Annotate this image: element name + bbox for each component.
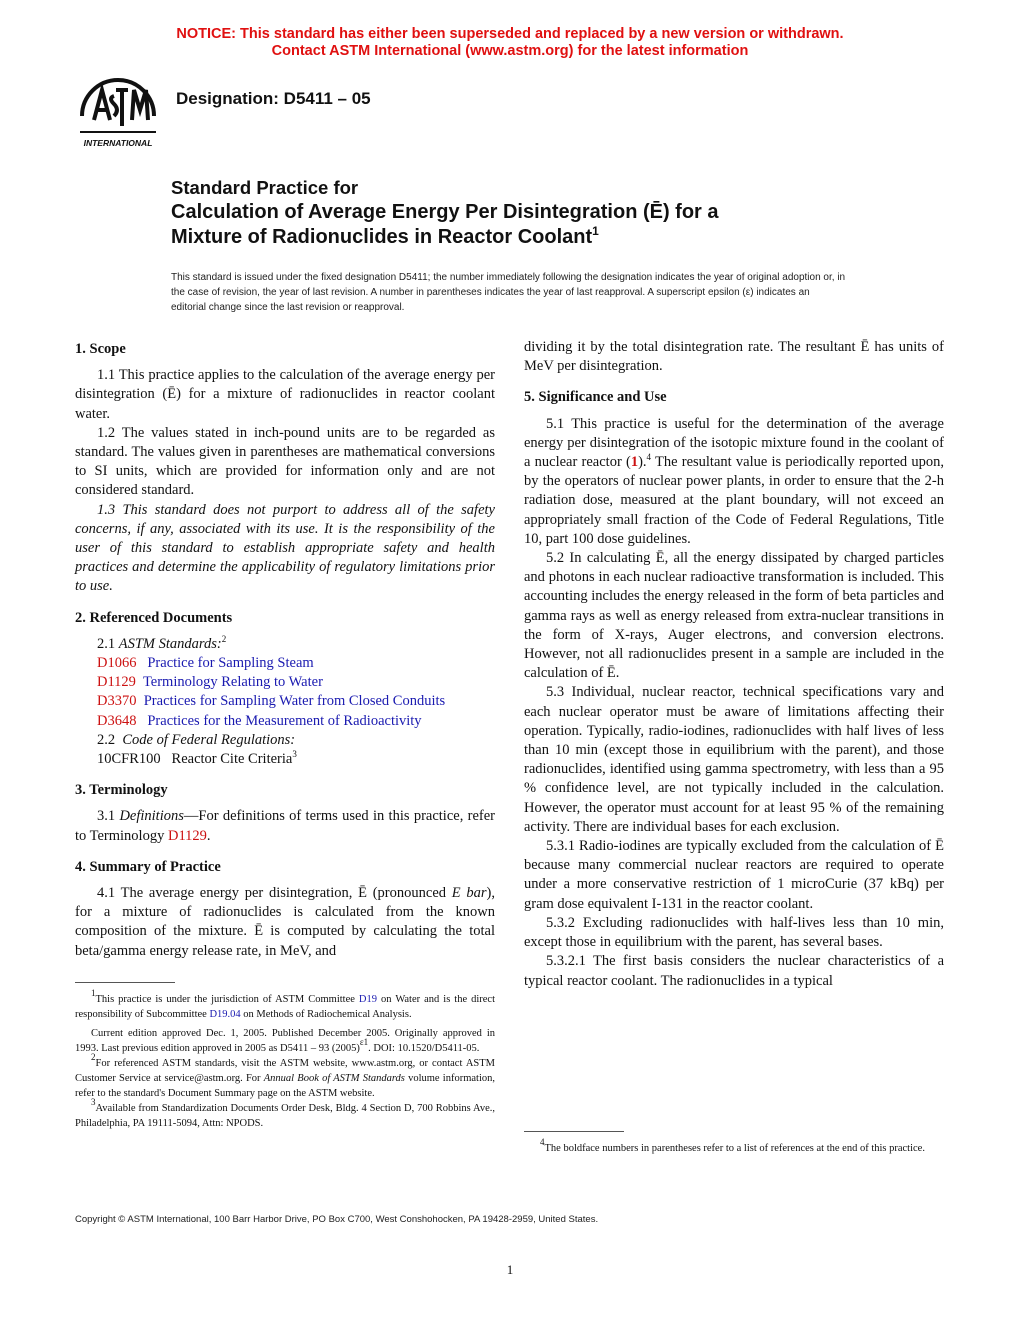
- cfr-title: Reactor Cite Criteria: [171, 751, 293, 768]
- para-4-1-italic: E bar: [451, 885, 487, 902]
- logo-subtitle: INTERNATIONAL: [83, 138, 153, 148]
- para-5-3-1: 5.3.1 Radio-iodines are typically excluded from the calculation of Ē because many commercial nuclear reactors are required to operate under a more conservative restriction of 1 microCurie (37 kBq) per gram dose equivalent I-131 in the reactor coolant.: [524, 838, 944, 912]
- section-heading-summary: 4. Summary of Practice: [75, 858, 221, 875]
- cfr-reference: [75, 750, 495, 769]
- ref-code-link[interactable]: D1129: [97, 674, 136, 691]
- footnote-4-text: The boldface numbers in parentheses refer to a list of references at the end of this practice.: [544, 1143, 925, 1154]
- footnote-1: [75, 988, 495, 1022]
- ref-code-link[interactable]: D3648: [97, 712, 137, 729]
- para-5-2: 5.2 In calculating Ē, all the energy dissipated by charged particles and photons in each nuclear radioactive transformation is included. This accounting includes the energy released in the form of beta particles and gamma rays as well as energy released from extra-nuclear transitions in the form of X-rays, Auger electrons, and conversion electrons. However, not all radionuclides present in a sample are included in the calculation of Ē.: [524, 550, 944, 682]
- committee-d19-link[interactable]: D19: [358, 994, 378, 1005]
- footnote-1-mark: 1: [91, 988, 96, 998]
- cfr-code: 10CFR100: [97, 751, 161, 768]
- para-4-1: [75, 884, 495, 961]
- para-1-3: 1.3 This standard does not purport to address all of the safety concerns, if any, associated with its use. It is the responsibility of the user of this standard to establish appropriate safety and health practices and determine the applicability of regulatory limitations prior to use.: [75, 501, 495, 595]
- footnote-rule-left: [75, 982, 175, 983]
- footnote-1-edition-text: Current edition approved Dec. 1, 2005. Published December 2005. Originally approved in 1993. Last previous edition approved in 2005 as D5411 – 93 (2005): [75, 1028, 495, 1054]
- title-line-1: Standard Practice for: [171, 177, 359, 198]
- para-3-1-text: —For definitions of terms used in this practice, refer to Terminology: [75, 808, 495, 844]
- terminology-link[interactable]: D1129: [167, 827, 207, 844]
- footnote-2-italic: Annual Book of ASTM Standards: [263, 1073, 405, 1084]
- ref-title-link[interactable]: Practice for Sampling Steam: [147, 655, 314, 672]
- para-3-1-label: Definitions: [119, 808, 184, 825]
- reference-item: [75, 654, 495, 673]
- ref-title-link[interactable]: Practices for Sampling Water from Closed Conduits: [143, 693, 446, 710]
- footnote-3-text: Available from Standardization Documents Order Desk, Bldg. 4 Section D, 700 Robbins Ave., Philadelphia, PA 19111-5094, Attn: NPODS.: [75, 1103, 495, 1129]
- para-3-1-end: .: [206, 827, 211, 844]
- right-column: [524, 338, 944, 991]
- left-column: [75, 338, 495, 961]
- para-2-2-num: 2.2: [97, 731, 116, 748]
- para-1-2: 1.2 The values stated in inch-pound units are to be regarded as standard. The values given in parentheses are mathematical conversions to SI units, which are provided for information only and are not considered standard.: [75, 424, 495, 499]
- ref-code-link[interactable]: D1066: [97, 655, 137, 672]
- footnote-2-a: For referenced ASTM standards, visit the ASTM website, www.astm.org, or contact ASTM Customer Service at service@astm.org. For: [75, 1058, 495, 1084]
- footnote-1-c: on Methods of Radiochemical Analysis.: [243, 1009, 412, 1020]
- footnote-4-note-mark: 4: [540, 1137, 545, 1147]
- para-5-1-a: 5.1 This practice is useful for the determination of the average energy per disintegration of the isotopic mixture found in the coolant of a nuclear reactor (: [524, 415, 944, 471]
- footnote-1-b: on Water and is the direct responsibility of Subcommittee: [75, 994, 495, 1020]
- section-heading-scope: 1. Scope: [75, 341, 126, 357]
- astm-logo: [74, 76, 162, 150]
- footnotes-left: [75, 988, 495, 1131]
- reference-item: [75, 712, 495, 731]
- cfr-footnote-mark[interactable]: 3: [292, 749, 297, 760]
- para-5-1-b: ).: [638, 454, 647, 471]
- para-5-3: 5.3 Individual, nuclear reactor, technical specifications vary and each nuclear operator must be aware of limitations affecting their operation. Typically, radio-iodines, radionuclides with half lives of less than 10 min (except those in equilibrium with the parent), and those radionuclides, identified using gamma spectrometry, with less than a 95 % confidence level, are not typically included in the calculation. However, the operator must account for at least 95 % of the remaining activity. There are individual bases for each exclusion.: [524, 684, 944, 835]
- footnote-1-a: This practice is under the jurisdiction of ASTM Committee: [95, 994, 355, 1005]
- footnote-2: [75, 1052, 495, 1101]
- withdrawal-notice: [0, 26, 1020, 60]
- doi: . DOI: 10.1520/D5411-05.: [368, 1043, 480, 1054]
- ref-title-link[interactable]: Practices for the Measurement of Radioactivity: [147, 712, 422, 729]
- copyright: Copyright © ASTM International, 100 Barr Harbor Drive, PO Box C700, West Conshohocken, PA 19428-2959, United States.: [75, 1214, 599, 1225]
- section-heading-referenced-documents: 2. Referenced Documents: [75, 609, 233, 626]
- footnote-2-b: volume information, refer to the standard's Document Summary page on the ASTM website.: [75, 1073, 495, 1099]
- para-2-1-num: 2.1: [97, 635, 116, 652]
- para-4-1-a: 4.1 The average energy per disintegration, Ē (pronounced: [97, 885, 447, 902]
- footnote-4: [524, 1137, 944, 1156]
- issue-note: This standard is issued under the fixed designation D5411; the number immediately following the designation indicates the year of original adoption or, in the case of revision, the year of last revision. A number in parentheses indicates the year of last reapproval. A superscript epsilon (ε) indicates an editorial change since the last revision or reapproval.: [171, 272, 846, 313]
- astm-logo-icon: [74, 76, 162, 150]
- para-4-1-b: ), for a mixture of radionuclides is calculated from the known composition of the mixture. Ē is computed by calculating the total beta/gamma energy release rate, in MeV, and: [75, 885, 496, 959]
- para-2-1-footnote-mark[interactable]: 2: [221, 633, 227, 644]
- para-5-3-2: 5.3.2 Excluding radionuclides with half-lives less than 10 min, except those in equilibrium with the parent, has several bases.: [524, 914, 944, 951]
- notice-line-1: NOTICE: This standard has either been superseded and replaced by a new version or withdrawn.: [176, 26, 844, 42]
- footnote-3: [75, 1097, 495, 1131]
- title-footnote-mark[interactable]: 1: [592, 224, 599, 238]
- footnote-rule-right: [524, 1131, 624, 1132]
- footnote-1-edition: [75, 1026, 495, 1056]
- page-number: 1: [506, 1262, 514, 1277]
- para-5-3-2-1: 5.3.2.1 The first basis considers the nuclear characteristics of a typical reactor coolant. The radionuclides in a typical: [524, 953, 944, 989]
- para-3-1-num: 3.1: [97, 808, 116, 825]
- para-5-1: [524, 415, 944, 549]
- ref-code-link[interactable]: D3370: [97, 693, 137, 710]
- para-2-1-label: ASTM Standards:: [118, 635, 222, 652]
- section-heading-significance: 5. Significance and Use: [524, 389, 667, 406]
- epsilon-mark: ε1: [359, 1037, 369, 1047]
- designation: Designation: D5411 – 05: [176, 89, 371, 108]
- subcommittee-link[interactable]: D19.04: [209, 1009, 241, 1020]
- footnote-4-mark[interactable]: 4: [646, 452, 652, 463]
- para-1-1: 1.1 This practice applies to the calculation of the average energy per disintegration (Ē) for a mixture of radionuclides in reactor coolant water.: [75, 367, 495, 422]
- para-3-1: [75, 807, 495, 845]
- footnote-2-mark: 2: [91, 1052, 96, 1062]
- ref-title-link[interactable]: Terminology Relating to Water: [142, 674, 323, 691]
- section-heading-terminology: 3. Terminology: [75, 782, 168, 799]
- notice-line-2: Contact ASTM International (www.astm.org) for the latest information: [271, 43, 749, 59]
- para-2-2-label: Code of Federal Regulations:: [122, 731, 296, 748]
- reference-1-link[interactable]: 1: [630, 454, 639, 471]
- document-title: [171, 176, 871, 250]
- footnotes-right: [524, 1137, 944, 1156]
- para-5-1-c: The resultant value is periodically reported upon, by the operators of nuclear power plants, in order to ensure that the 2-h radiation dose, measured at the plant boundary, will not exceed an appropriately small fraction of the Code of Federal Regulations, Title 10, part 100 dose guidelines.: [524, 454, 944, 547]
- reference-item: [75, 692, 495, 711]
- reference-item: [75, 673, 495, 692]
- title-line-3: Mixture of Radionuclides in Reactor Coolant: [171, 226, 593, 248]
- title-line-2: Calculation of Average Energy Per Disintegration (Ē) for a: [171, 201, 719, 223]
- footnote-3-mark: 3: [91, 1097, 96, 1107]
- summary-continuation: dividing it by the total disintegration rate. The resultant Ē has units of MeV per disintegration.: [524, 339, 944, 375]
